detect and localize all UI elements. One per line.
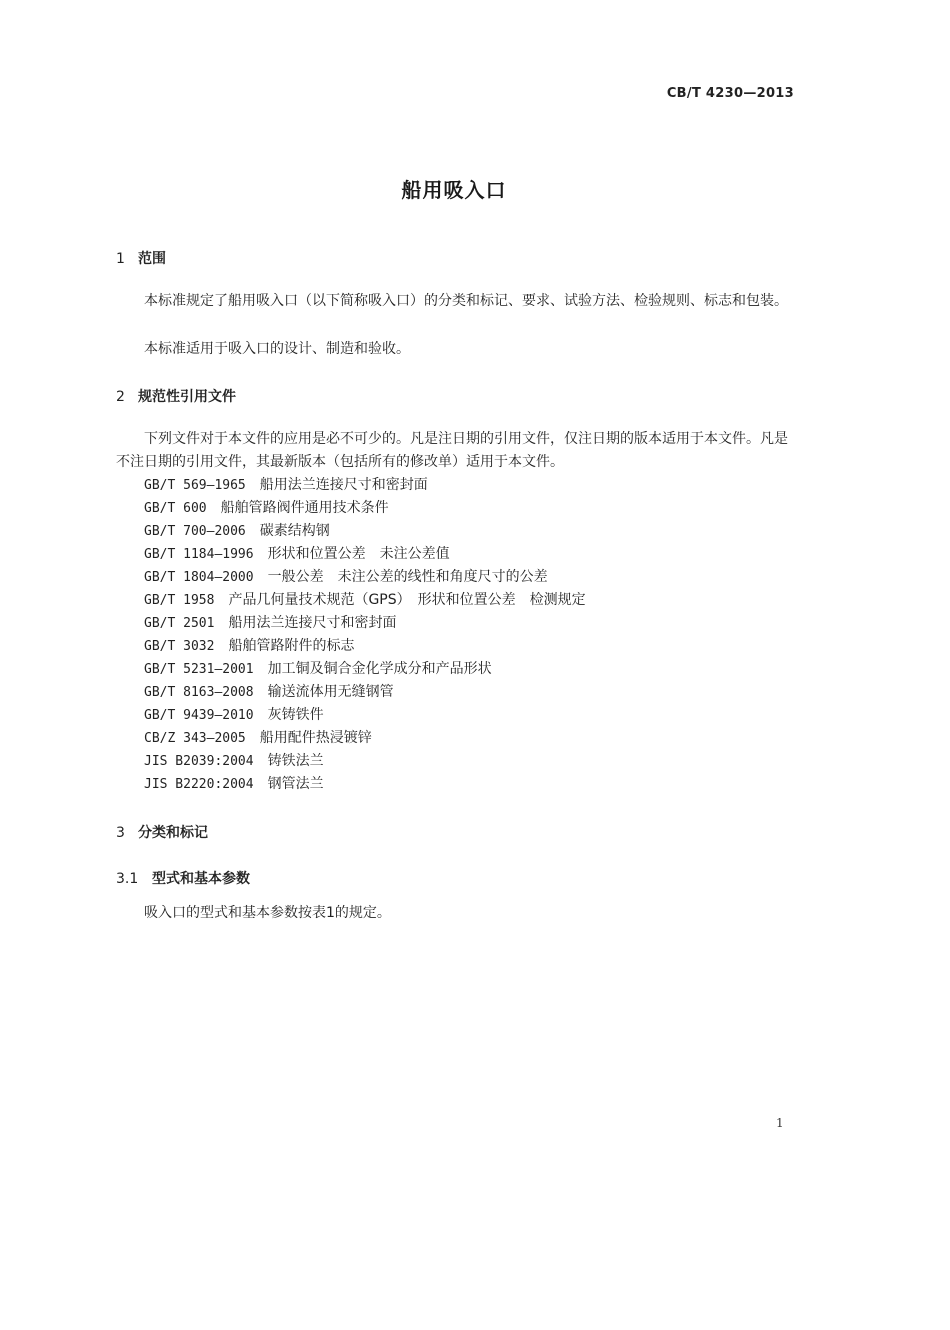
section-number: 1 — [116, 251, 125, 267]
section-title: 型式和基本参数 — [152, 871, 250, 887]
section-3-1-heading — [116, 868, 250, 888]
reference-item — [144, 704, 586, 727]
reference-item — [144, 635, 586, 658]
reference-code: JIS B2039:2004 — [144, 754, 254, 769]
section-3-1-text: 吸入口的型式和基本参数按表1的规定。 — [144, 905, 391, 921]
reference-item — [144, 543, 586, 566]
reference-title: 船用配件热浸镀锌 — [259, 730, 372, 746]
reference-title: 灰铸铁件 — [267, 707, 324, 723]
reference-item — [144, 750, 586, 773]
reference-title: 铸铁法兰 — [267, 753, 324, 769]
reference-code: GB/T 2501 — [144, 616, 215, 631]
reference-title: 形状和位置公差 未注公差值 — [267, 546, 450, 562]
reference-item — [144, 474, 586, 497]
reference-title: 钢管法兰 — [267, 776, 324, 792]
reference-code: GB/T 9439—2010 — [144, 708, 254, 723]
reference-item — [144, 612, 586, 635]
reference-code: GB/T 1804—2000 — [144, 570, 254, 585]
reference-item — [144, 727, 586, 750]
reference-code: GB/T 600 — [144, 501, 207, 516]
reference-item — [144, 681, 586, 704]
section-title: 分类和标记 — [138, 825, 208, 841]
reference-code: CB/Z 343—2005 — [144, 731, 246, 746]
reference-item — [144, 566, 586, 589]
references-intro: 下列文件对于本文件的应用是必不可少的。凡是注日期的引用文件，仅注日期的版本适用于本文件。凡是不注日期的引用文件，其最新版本（包括所有的修改单）适用于本文件。 — [116, 431, 788, 470]
section-title: 规范性引用文件 — [138, 389, 236, 405]
reference-title: 加工铜及铜合金化学成分和产品形状 — [267, 661, 492, 677]
reference-item — [144, 658, 586, 681]
section-3-heading — [116, 822, 208, 842]
normative-references-list — [144, 474, 586, 796]
reference-code: GB/T 3032 — [144, 639, 215, 654]
reference-code: GB/T 5231—2001 — [144, 662, 254, 677]
reference-code: GB/T 8163—2008 — [144, 685, 254, 700]
reference-title: 船舶管路阀件通用技术条件 — [220, 500, 389, 516]
reference-title: 船舶管路附件的标志 — [228, 638, 355, 654]
section-1-heading — [116, 248, 166, 268]
reference-title: 产品几何量技术规范（GPS） 形状和位置公差 检测规定 — [228, 592, 586, 608]
scope-paragraph-2: 本标准适用于吸入口的设计、制造和验收。 — [144, 341, 410, 357]
scope-paragraph-1: 本标准规定了船用吸入口（以下简称吸入口）的分类和标记、要求、试验方法、检验规则、标志和包装。 — [144, 293, 788, 309]
section-2-heading — [116, 386, 236, 406]
document-title: 船用吸入口 — [401, 178, 507, 202]
reference-title: 输送流体用无缝钢管 — [267, 684, 394, 700]
reference-code: GB/T 1958 — [144, 593, 215, 608]
reference-item — [144, 773, 586, 796]
reference-item — [144, 520, 586, 543]
section-number: 3 — [116, 825, 125, 841]
section-title: 范围 — [138, 251, 166, 267]
section-number: 2 — [116, 389, 125, 405]
reference-title: 碳素结构钢 — [259, 523, 330, 539]
section-number: 3.1 — [116, 871, 139, 887]
page-number: 1 — [776, 1116, 784, 1130]
reference-title: 船用法兰连接尺寸和密封面 — [259, 477, 428, 493]
standard-code: CB/T 4230—2013 — [666, 86, 794, 101]
reference-item — [144, 497, 586, 520]
reference-code: GB/T 700—2006 — [144, 524, 246, 539]
reference-code: GB/T 569—1965 — [144, 478, 246, 493]
reference-code: JIS B2220:2004 — [144, 777, 254, 792]
reference-title: 船用法兰连接尺寸和密封面 — [228, 615, 397, 631]
reference-code: GB/T 1184—1996 — [144, 547, 254, 562]
reference-title: 一般公差 未注公差的线性和角度尺寸的公差 — [267, 569, 548, 585]
reference-item — [144, 589, 586, 612]
